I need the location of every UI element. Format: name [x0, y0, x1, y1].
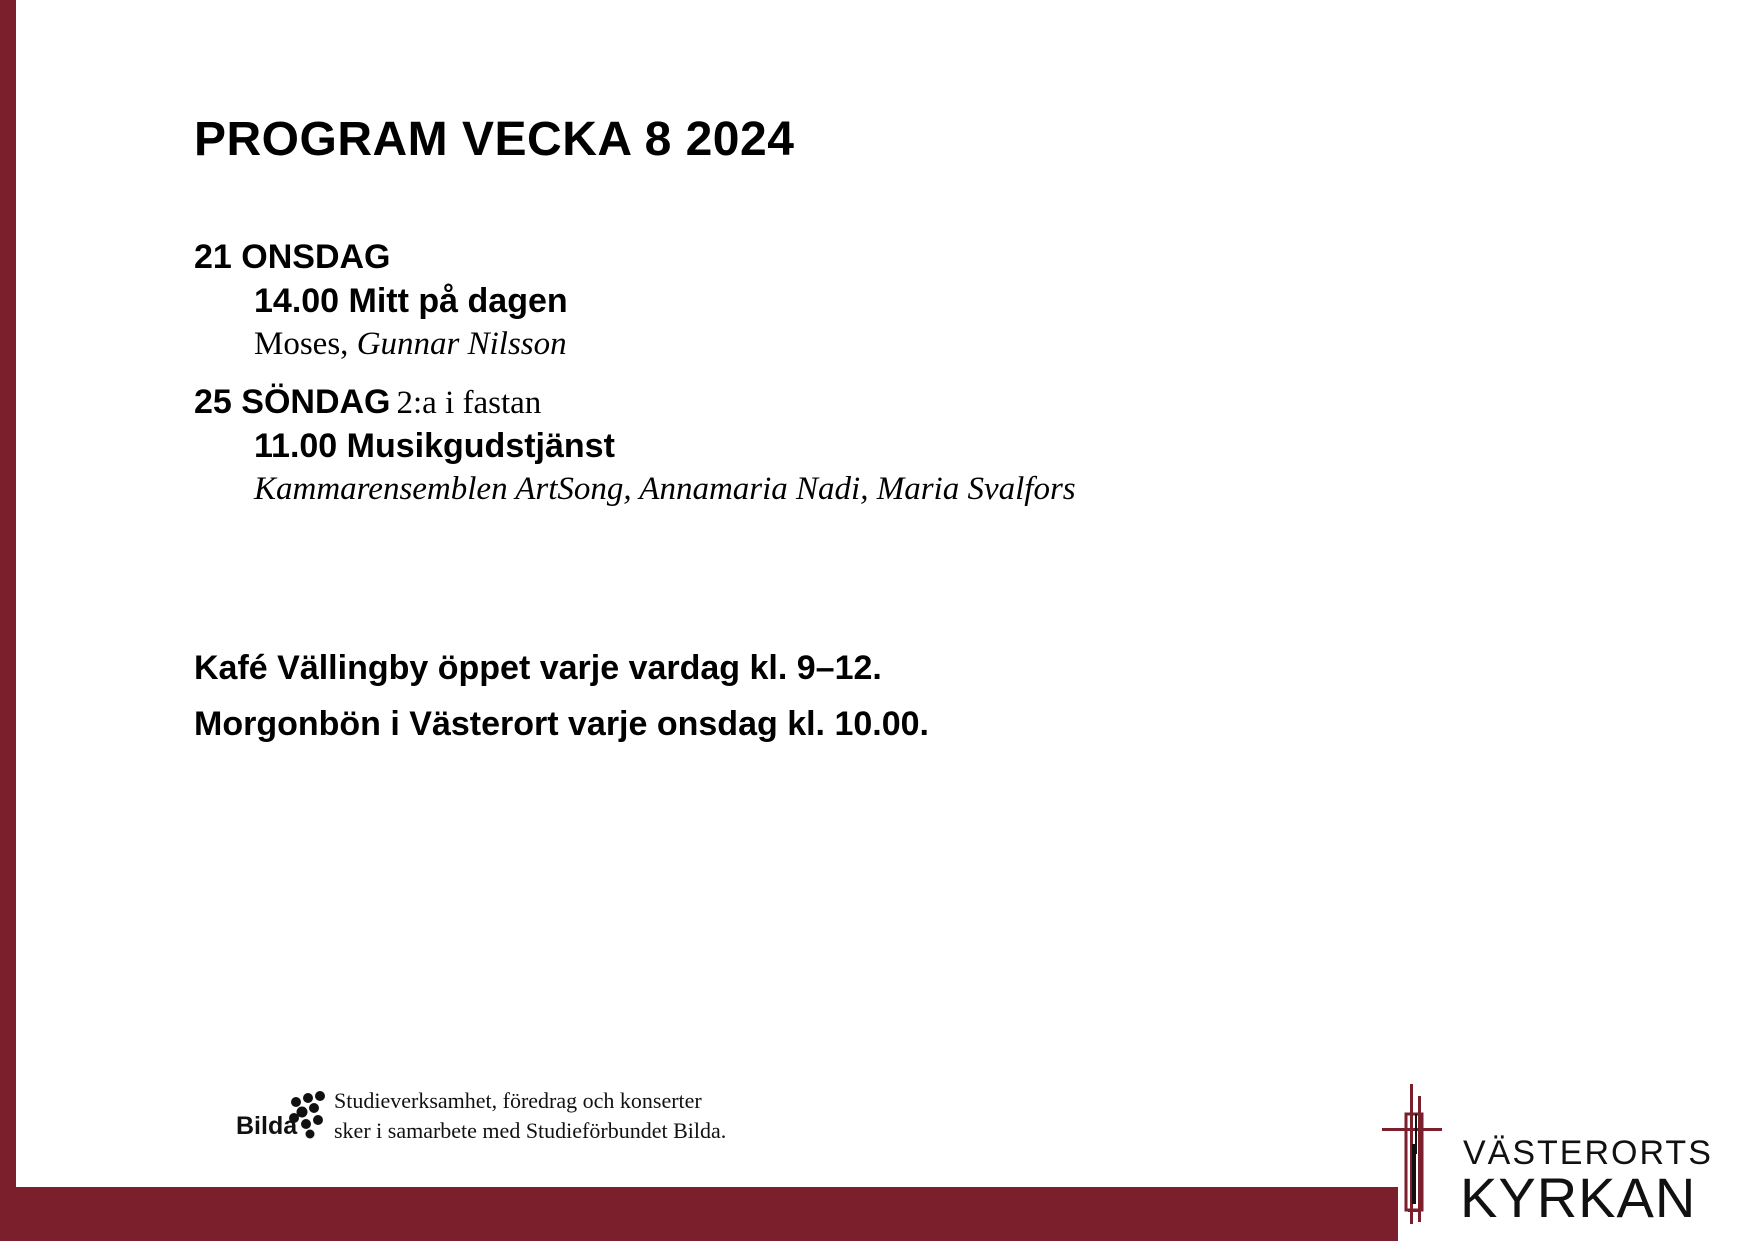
notice-morning-prayer: Morgonbön i Västerort varje onsdag kl. 10.00.	[194, 705, 929, 743]
day-heading-wednesday	[194, 238, 391, 277]
event-description	[254, 326, 567, 363]
notice-cafe: Kafé Vällingby öppet varje vardag kl. 9–12.	[194, 649, 882, 687]
church-name-line2: KYRKAN	[1460, 1166, 1697, 1229]
day-heading-text: 21 ONSDAG	[194, 238, 391, 276]
bottom-accent-bar	[16, 1187, 1398, 1241]
event-time-title: 11.00 Musikgudstjänst	[254, 427, 615, 465]
bilda-statement-line: Studieverksamhet, föredrag och konserter	[334, 1088, 702, 1113]
event-description-plain: Moses,	[254, 326, 357, 362]
event-description	[254, 471, 1076, 508]
event-description-italic: Kammarensemblen ArtSong, Annamaria Nadi, Maria Svalfors	[254, 471, 1076, 507]
day-subtitle: 2:a i fastan	[396, 385, 542, 421]
day-heading-text: 25 SÖNDAG	[194, 383, 391, 421]
event-description-italic: Gunnar Nilsson	[356, 326, 567, 362]
day-heading-sunday	[194, 383, 541, 422]
bilda-statement-line: sker i samarbete med Studieförbundet Bilda.	[334, 1118, 727, 1143]
bilda-logo-text: Bilda	[236, 1112, 298, 1140]
page-title: PROGRAM VECKA 8 2024	[194, 113, 795, 166]
left-accent-bar	[0, 0, 16, 1241]
bilda-statement	[334, 1086, 726, 1146]
church-cross-logo-icon	[1382, 1084, 1442, 1224]
event-time-title: 14.00 Mitt på dagen	[254, 282, 568, 320]
church-name-line1: VÄSTERORTS	[1463, 1134, 1713, 1172]
